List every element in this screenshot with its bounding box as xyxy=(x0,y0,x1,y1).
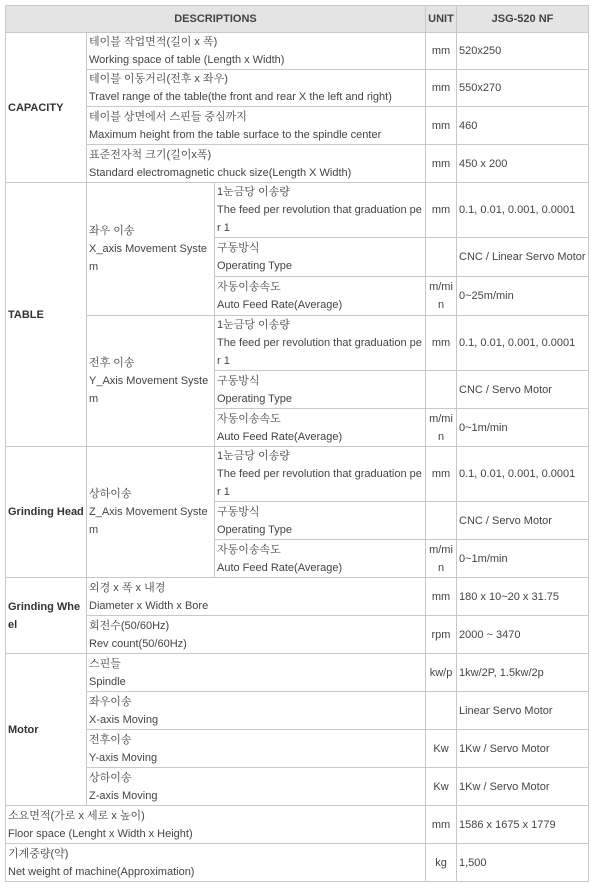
axis-en: X_axis Movement System xyxy=(89,243,207,273)
spec-value: 2000 ~ 3470 xyxy=(457,616,589,654)
spec-description xyxy=(215,183,426,238)
desc-ko: 구동방식 xyxy=(217,374,260,387)
spec-description xyxy=(215,277,426,316)
spec-value: 1Kw / Servo Motor xyxy=(457,768,589,806)
table-row xyxy=(6,616,589,654)
spec-description xyxy=(87,33,426,70)
spec-unit: Kw xyxy=(426,768,457,806)
spec-unit: mm xyxy=(426,806,457,844)
spec-description xyxy=(87,70,426,107)
desc-ko: 테이블 작업면적(길이 x 폭) xyxy=(89,36,218,48)
desc-ko: 외경 x 폭 x 내경 xyxy=(89,581,166,594)
desc-ko: 1눈금당 이송량 xyxy=(217,319,290,331)
spec-value: 1586 x 1675 x 1779 xyxy=(457,806,589,844)
axis-en: Y_Axis Movement System xyxy=(89,375,209,405)
spec-unit: kg xyxy=(426,844,457,882)
spec-unit xyxy=(426,692,457,730)
desc-en: The feed per revolution that graduation per 1 xyxy=(217,337,422,367)
axis-group-x xyxy=(87,183,215,316)
spec-unit: mm xyxy=(426,33,457,70)
table-row xyxy=(6,578,589,616)
desc-en: Standard electromagnetic chuck size(Length X Width) xyxy=(89,166,352,179)
spec-unit: rpm xyxy=(426,616,457,654)
table-row xyxy=(6,316,589,371)
spec-unit: mm xyxy=(426,145,457,183)
category-capacity: CAPACITY xyxy=(6,33,87,183)
desc-ko: 회전수(50/60Hz) xyxy=(89,619,170,632)
desc-ko: 자동이송속도 xyxy=(217,412,281,425)
axis-ko: 좌우 이송 xyxy=(89,225,135,237)
spec-table xyxy=(5,5,589,882)
spec-unit: Kw xyxy=(426,730,457,768)
desc-en: The feed per revolution that graduation per 1 xyxy=(217,204,422,234)
spec-unit: m/min xyxy=(426,540,457,578)
spec-value: 1kw/2P, 1.5kw/2p xyxy=(457,654,589,692)
table-row xyxy=(6,145,589,183)
category-table: TABLE xyxy=(6,183,87,447)
desc-en: Floor space (Lenght x Width x Height) xyxy=(8,827,193,840)
spec-value: 0~1m/min xyxy=(457,540,589,578)
desc-ko: 기계중량(약) xyxy=(8,847,69,860)
spec-value: CNC / Servo Motor xyxy=(457,502,589,540)
desc-ko: 구동방식 xyxy=(217,505,260,518)
desc-ko: 자동이송속도 xyxy=(217,543,281,556)
spec-description xyxy=(87,145,426,183)
spec-value: 1Kw / Servo Motor xyxy=(457,730,589,768)
desc-en: Operating Type xyxy=(217,260,293,272)
spec-description xyxy=(87,692,426,730)
desc-ko: 테이블 이동거리(전후 x 좌우) xyxy=(89,73,228,85)
desc-ko: 상하이송 xyxy=(89,771,132,784)
spec-description xyxy=(215,238,426,277)
axis-group-y xyxy=(87,316,215,447)
spec-value: 0~1m/min xyxy=(457,409,589,447)
spec-unit: m/min xyxy=(426,409,457,447)
spec-value: 0.1, 0.01, 0.001, 0.0001 xyxy=(457,447,589,502)
spec-description xyxy=(87,654,426,692)
spec-description xyxy=(87,730,426,768)
header-unit: UNIT xyxy=(426,6,457,33)
desc-en: Net weight of machine(Approximation) xyxy=(8,865,195,878)
spec-description xyxy=(87,578,426,616)
table-row xyxy=(6,844,589,882)
table-row xyxy=(6,806,589,844)
axis-ko: 상하이송 xyxy=(89,488,132,500)
table-row xyxy=(6,33,589,70)
desc-ko: 구동방식 xyxy=(217,242,260,254)
spec-description xyxy=(215,540,426,578)
desc-en: Y-axis Moving xyxy=(89,751,158,764)
axis-en: Z_Axis Movement System xyxy=(89,506,208,536)
spec-description xyxy=(215,316,426,371)
spec-value: 520x250 xyxy=(457,33,589,70)
desc-ko: 스핀들 xyxy=(89,657,121,670)
desc-ko: 1눈금당 이송량 xyxy=(217,186,290,198)
spec-description xyxy=(6,844,426,882)
desc-en: Rev count(50/60Hz) xyxy=(89,637,187,650)
table-row xyxy=(6,768,589,806)
spec-description xyxy=(87,768,426,806)
desc-en: Z-axis Moving xyxy=(89,789,158,802)
desc-ko: 전후이송 xyxy=(89,733,132,746)
spec-unit xyxy=(426,371,457,409)
spec-unit: mm xyxy=(426,447,457,502)
table-row xyxy=(6,692,589,730)
category-grinding-head: Grinding Head xyxy=(6,447,87,578)
spec-description xyxy=(215,371,426,409)
table-row xyxy=(6,107,589,145)
spec-description xyxy=(87,616,426,654)
spec-unit: mm xyxy=(426,316,457,371)
spec-unit xyxy=(426,502,457,540)
desc-ko: 테이블 상면에서 스핀들 중심까지 xyxy=(89,110,247,123)
table-row xyxy=(6,654,589,692)
desc-en: Travel range of the table(the front and rear X the left and right) xyxy=(89,91,392,103)
header-model: JSG-520 NF xyxy=(457,6,589,33)
spec-unit: mm xyxy=(426,578,457,616)
spec-value: 1,500 xyxy=(457,844,589,882)
desc-en: The feed per revolution that graduation per 1 xyxy=(217,468,422,498)
desc-en: Working space of table (Length x Width) xyxy=(89,54,285,66)
spec-description xyxy=(6,806,426,844)
spec-unit: m/min xyxy=(426,277,457,316)
table-row xyxy=(6,447,589,502)
desc-en: Auto Feed Rate(Average) xyxy=(217,561,343,574)
desc-ko: 소요면적(가로 x 세로 x 높이) xyxy=(8,809,145,822)
desc-en: Operating Type xyxy=(217,523,293,536)
desc-ko: 1눈금당 이송량 xyxy=(217,450,290,462)
category-motor: Motor xyxy=(6,654,87,806)
header-descriptions: DESCRIPTIONS xyxy=(6,6,426,33)
spec-unit xyxy=(426,238,457,277)
spec-value: 550x270 xyxy=(457,70,589,107)
desc-en: Operating Type xyxy=(217,392,293,405)
desc-en: Auto Feed Rate(Average) xyxy=(217,430,343,443)
desc-en: Diameter x Width x Bore xyxy=(89,599,209,612)
spec-value: Linear Servo Motor xyxy=(457,692,589,730)
spec-description xyxy=(215,447,426,502)
spec-value: 0.1, 0.01, 0.001, 0.0001 xyxy=(457,316,589,371)
spec-value: CNC / Linear Servo Motor xyxy=(457,238,589,277)
spec-unit: mm xyxy=(426,107,457,145)
desc-en: Spindle xyxy=(89,675,126,688)
spec-unit: kw/p xyxy=(426,654,457,692)
spec-description xyxy=(215,409,426,447)
spec-value: 450 x 200 xyxy=(457,145,589,183)
category-grinding-wheel: Grinding Wheel xyxy=(6,578,87,654)
spec-unit: mm xyxy=(426,70,457,107)
spec-value: 180 x 10~20 x 31.75 xyxy=(457,578,589,616)
axis-ko: 전후 이송 xyxy=(89,357,135,369)
spec-unit: mm xyxy=(426,183,457,238)
desc-en: Maximum height from the table surface to the spindle center xyxy=(89,128,382,141)
desc-en: X-axis Moving xyxy=(89,713,159,726)
spec-description xyxy=(215,502,426,540)
spec-value: 460 xyxy=(457,107,589,145)
spec-value: CNC / Servo Motor xyxy=(457,371,589,409)
spec-value: 0.1, 0.01, 0.001, 0.0001 xyxy=(457,183,589,238)
desc-ko: 좌우이송 xyxy=(89,695,132,708)
desc-en: Auto Feed Rate(Average) xyxy=(217,299,343,311)
header-row xyxy=(6,6,589,33)
spec-value: 0~25m/min xyxy=(457,277,589,316)
desc-ko: 자동이송속도 xyxy=(217,281,281,293)
axis-group-z xyxy=(87,447,215,578)
desc-ko: 표준전자척 크기(길이x폭) xyxy=(89,148,212,161)
table-row xyxy=(6,183,589,238)
table-row xyxy=(6,70,589,107)
table-row xyxy=(6,730,589,768)
spec-description xyxy=(87,107,426,145)
